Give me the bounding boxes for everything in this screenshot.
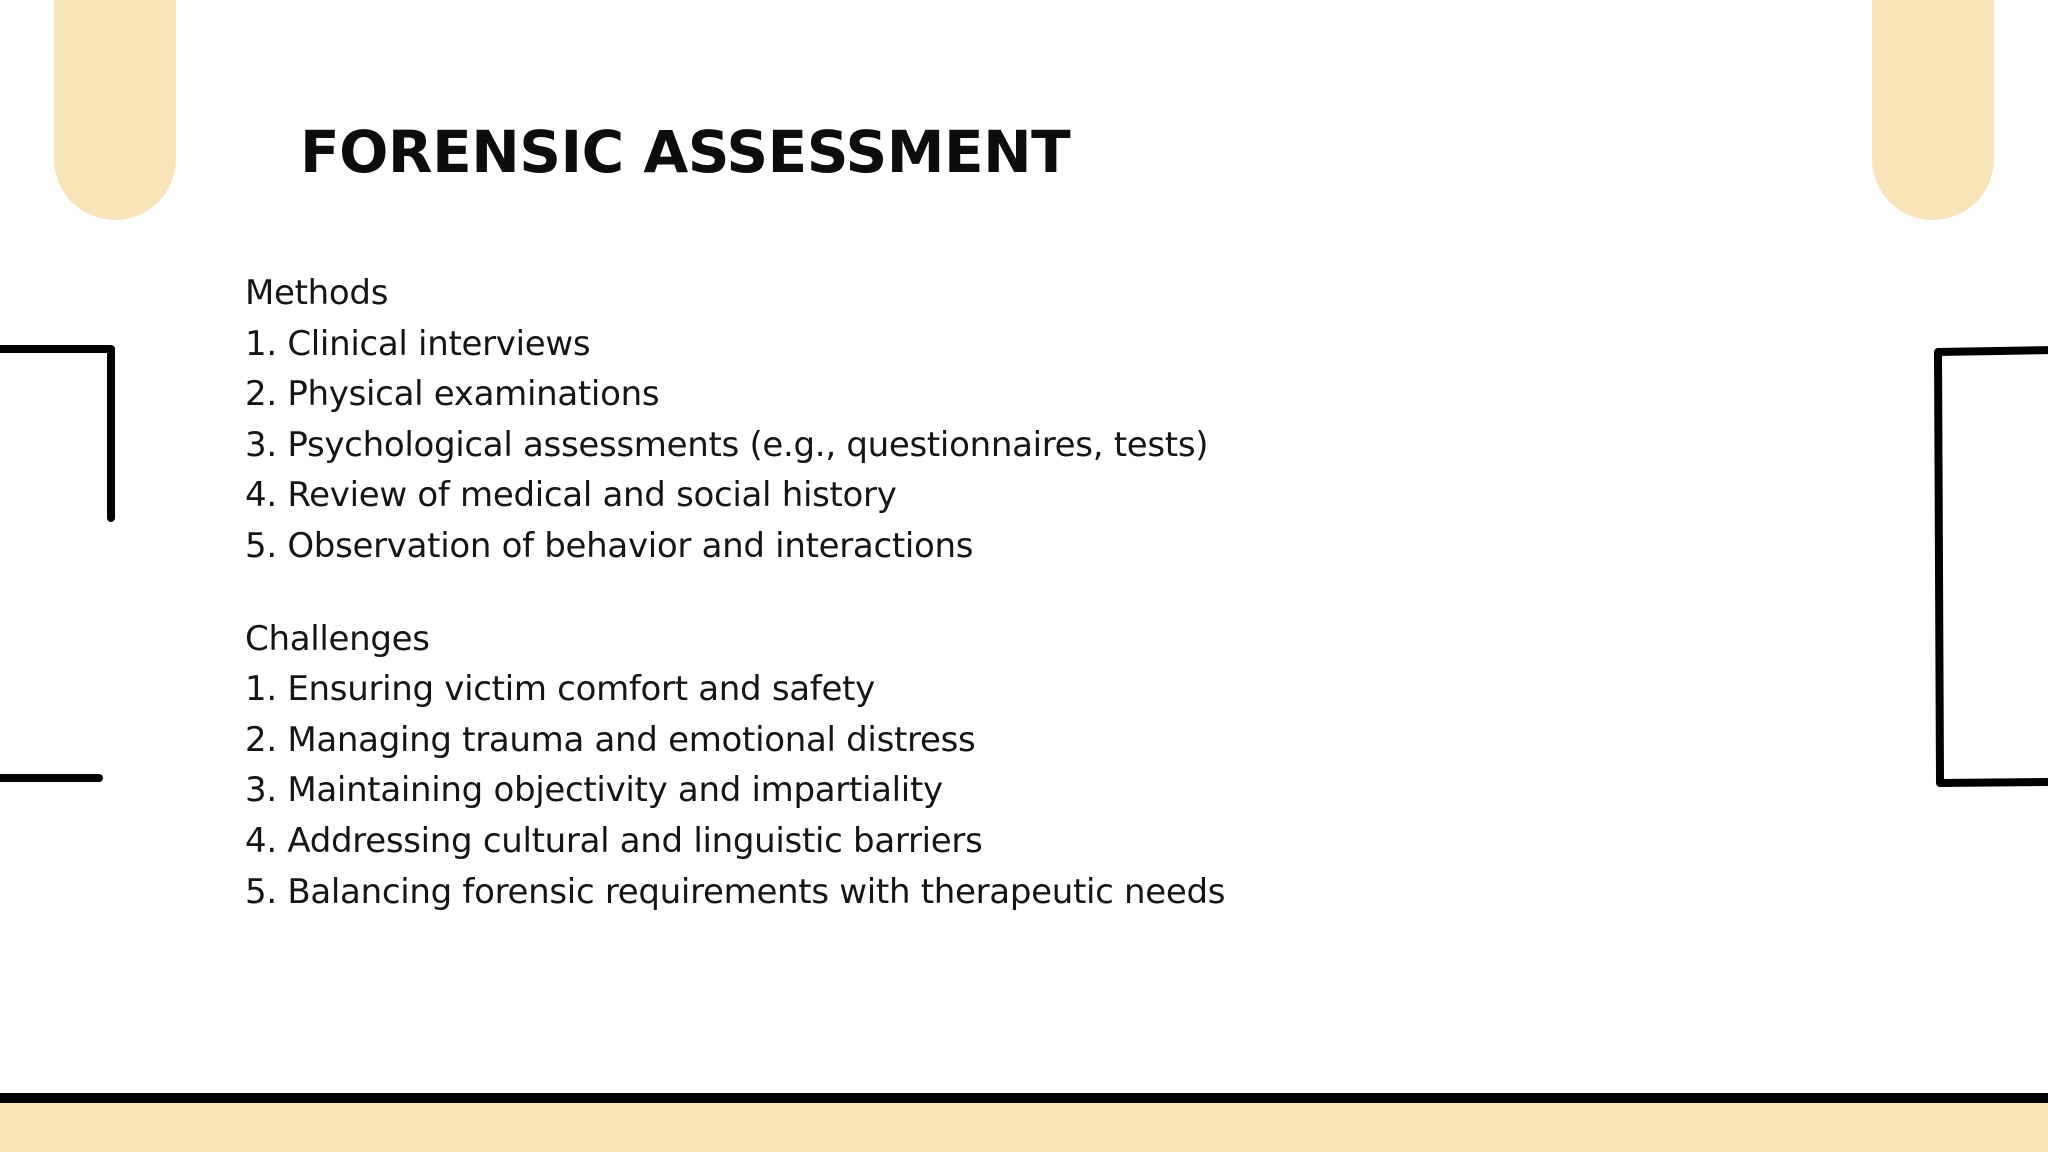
slide-content (245, 268, 1225, 917)
decorative-bracket-left (0, 340, 120, 790)
list-item: 1. Clinical interviews (245, 323, 591, 364)
list-item: 5. Observation of behavior and interactions (245, 525, 974, 566)
list-item: 3. Maintaining objectivity and impartiality (245, 770, 943, 811)
challenges-section (245, 614, 1225, 918)
methods-section (245, 268, 1225, 572)
slide-title: FORENSIC ASSESSMENT (300, 118, 1071, 186)
section-heading: Methods (245, 273, 389, 313)
footer-band (0, 1103, 2048, 1152)
decorative-bracket-right (1928, 340, 2048, 790)
list-item: 2. Physical examinations (245, 374, 660, 415)
list-item: 4. Review of medical and social history (245, 475, 897, 516)
list-item: 1. Ensuring victim comfort and safety (245, 669, 875, 710)
list-item: 5. Balancing forensic requirements with therapeutic needs (245, 871, 1226, 912)
footer-divider (0, 1093, 2048, 1103)
decorative-tab-right (1872, 0, 1994, 220)
list-item: 4. Addressing cultural and linguistic barriers (245, 820, 983, 861)
list-item: 3. Psychological assessments (e.g., questionnaires, tests) (245, 424, 1209, 465)
methods-list (245, 319, 1225, 572)
challenges-list (245, 664, 1225, 917)
section-heading: Challenges (245, 618, 430, 659)
decorative-tab-left (54, 0, 176, 220)
list-item: 2. Managing trauma and emotional distress (245, 719, 976, 760)
